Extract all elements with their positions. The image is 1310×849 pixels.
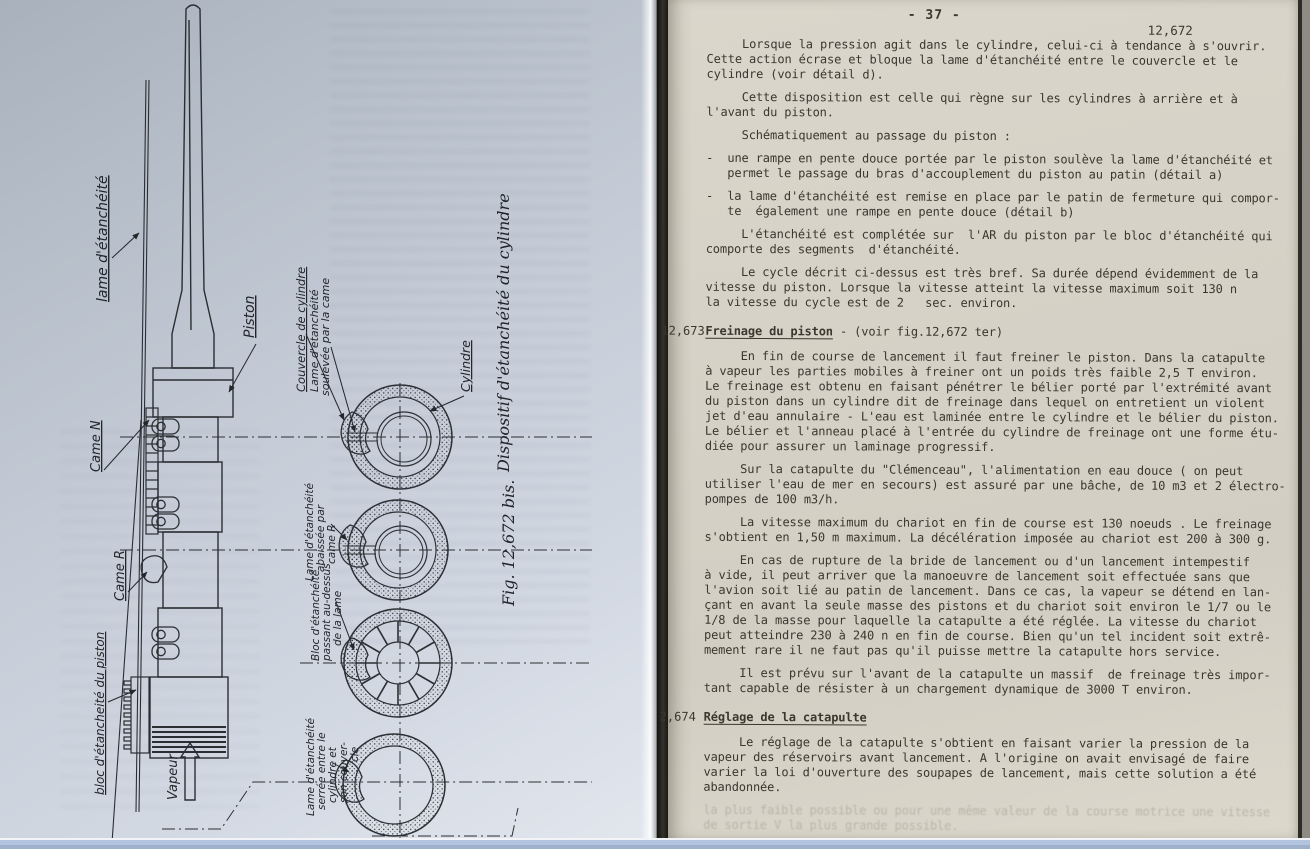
section-number: 12,673	[661, 323, 705, 338]
figure-label: de la lame	[332, 590, 344, 646]
text-line: 1/8 de la masse pour laquelle la catapulte a été réglée. La vitesse du chariot	[704, 612, 1257, 630]
figure-label: Lame d'étanchéité	[305, 718, 317, 816]
text-line: vitesse du piston. Lorsque la vitesse atteint la vitesse maximum soit 130 n	[705, 279, 1237, 297]
figure-label: Vapeur	[166, 754, 181, 800]
paragraph	[704, 553, 1289, 661]
text-line: diée pour assurer un laminage progressif.	[704, 438, 996, 455]
text-line: à vide, il peut arriver que la manoeuvre de lancement soit effectuée sans que	[704, 567, 1250, 585]
figure-caption: Fig. 12,672 bis.	[499, 479, 518, 606]
bleedthrough-texture	[60, 430, 260, 810]
text-line: Le cycle décrit ci-dessus est très bref. Sa durée dépend évidemment de la	[705, 264, 1259, 282]
text-line: l'avant du piston.	[706, 104, 834, 120]
figure-label: passant au-dessus	[321, 563, 333, 661]
section-heading-suffix: - (voir fig.12,672 ter)	[832, 324, 1003, 340]
figure-label: Bloc d'étanchéité	[310, 569, 322, 661]
text-line: Lorsque la pression agit dans le cylindre, celui-ci à tendance à s'ouvrir.	[706, 36, 1267, 54]
paragraph	[706, 128, 1291, 146]
text-line: s'obtient en 1,50 m maximum. La décélération imposée au chariot est 200 à 300 g.	[704, 529, 1272, 547]
text-line: Schématiquement au passage du piston :	[706, 127, 1011, 144]
paragraph	[706, 227, 1291, 260]
paragraph	[703, 735, 1288, 798]
paragraph	[706, 90, 1291, 123]
figure-label: serrée entre le	[316, 732, 328, 810]
text-line: çant en avant la seule masse des pistons et du chariot soit environ le 1/7 ou le	[704, 597, 1271, 615]
bleedthrough-texture	[330, 10, 590, 650]
paragraph	[704, 666, 1289, 699]
text-line: - une rampe en pente douce portée par le piston soulève la lame d'étanchéité et	[706, 150, 1273, 168]
text-line: abandonnée.	[703, 779, 782, 795]
text-line: En cas de rupture de la bride de lancement ou d'un lancement intempestif	[704, 552, 1250, 570]
text-line: jet d'eau annulaire - L'eau est laminée entre le cylindre et le bélier du piston.	[704, 408, 1279, 426]
text-line: Le freinage est obtenu en faisant pénétrer le bélier porté par l'extrémité avant	[705, 378, 1272, 396]
paragraph	[706, 37, 1291, 85]
text-line: Cette disposition est celle qui règne sur les cylindres à arrière et à	[706, 89, 1238, 107]
figure-label: Piston	[242, 295, 258, 338]
paragraph-ref-number: 12,672	[1147, 22, 1193, 38]
text-line: - la lame d'étanchéité est remise en place par le patin de fermeture qui compor-	[705, 188, 1280, 206]
piston-head	[153, 368, 233, 417]
right-page	[659, 0, 1298, 838]
section-title: Réglage de la catapulte	[703, 709, 867, 725]
section-title: Freinage du piston	[705, 323, 833, 339]
figure-label: Came N	[89, 420, 104, 472]
figure-label: soulevée par la came	[319, 277, 332, 396]
figure-caption: Dispositif d'étanchéité du cylindre	[494, 193, 513, 472]
text-line: de sortie V la plus grande possible.	[703, 817, 959, 833]
figure-label: abaissée par	[315, 504, 327, 572]
text-line: Il est prévu sur l'avant de la catapulte un massif de freinage très impor-	[703, 665, 1271, 683]
text-line: cylindre (voir détail d).	[706, 66, 884, 82]
left-page	[0, 0, 657, 838]
photo-bottom-strip	[0, 838, 1310, 849]
text-line: L'étanchéité est complétée sur l'AR du piston par le bloc d'étanchéité qui	[705, 226, 1273, 244]
page-number: - 37 -	[907, 7, 961, 23]
page-text	[659, 36, 1292, 844]
text-line: tant capable de résister à un chargement dynamique de 3000 T environ.	[703, 680, 1193, 697]
text-line: utiliser l'eau de mer en secours) est assuré par une bâche, de 10 m3 et 2 électro-	[704, 476, 1286, 494]
section-heading	[659, 709, 1289, 728]
text-line: pompes de 100 m3/h.	[704, 491, 840, 507]
text-line: La vitesse maximum du chariot en fin de course est 130 noeuds . Le freinage	[704, 514, 1272, 532]
figure-label: lame d'étanchéité	[95, 175, 111, 302]
figure-label: Lame d'étanchéité	[308, 289, 321, 392]
paragraph	[705, 349, 1290, 457]
figure-label: came R	[326, 524, 338, 564]
text-line: permet le passage du bras d'accouplement du piston au patin (détail a)	[706, 165, 1224, 183]
page-stack-edge	[1302, 0, 1310, 838]
section-number: 2,674	[659, 709, 696, 724]
figure-label: son couver-	[338, 742, 350, 803]
text-line: la plus faible possible ou pour une même valeur de la course motrice une vitesse	[703, 802, 1271, 820]
text-line: l'avion soit lié au patin de lancement. Dans ce cas, la vapeur se détend en lan-	[704, 582, 1272, 600]
bleedthrough-text	[703, 803, 1288, 836]
text-line: mement rare il ne faut pas qu'il puisse mettre la catapulte hors service.	[703, 642, 1222, 660]
figure-label: Cylindre	[458, 340, 473, 392]
text-line: Sur la catapulte du "Clémenceau", l'alimentation en eau douce ( on peut	[704, 461, 1244, 479]
figure-label: Came R	[113, 550, 128, 601]
text-line: Cette action écrase et bloque la lame d'étanchéité entre le couvercle et le	[706, 51, 1238, 69]
text-line: varier la loi d'ouverture des soupapes de lancement, mais cette solution a été	[703, 764, 1257, 782]
text-line: Le réglage de la catapulte s'obtient en faisant varier la pression de la	[703, 734, 1250, 752]
bullet-paragraph	[706, 189, 1291, 222]
figure-label: Lame d'étanchéité	[304, 483, 316, 581]
paragraph	[705, 265, 1290, 313]
figure-label: cylindre et	[327, 747, 339, 803]
text-line: peut atteindre 230 à 240 n en fin de course. Bien qu'un tel incident soit extrê-	[704, 627, 1271, 645]
text-line: du piston dans un cylindre dit de freinage dans lequel on entretient un violent	[705, 393, 1265, 411]
bullet-paragraph	[706, 151, 1291, 184]
figure-label: Couvercle de cylindre	[294, 266, 308, 392]
text-line: la vitesse du cycle est de 2 sec. environ.	[705, 294, 1018, 311]
text-line: te également une rampe en pente douce (détail b)	[705, 203, 1075, 220]
text-line: comporte des segments d'étanchéité.	[705, 241, 961, 257]
text-line: Le bélier et l'anneau placé à l'entrée du cylindre de freinage ont une forme étu-	[704, 423, 1279, 441]
paragraph	[704, 515, 1289, 548]
paragraph	[705, 462, 1290, 510]
text-line: vapeur des réservoirs avant lancement. A l'origine on avait envisagé de faire	[703, 749, 1250, 767]
text-line: En fin de course de lancement il faut freiner le piston. Dans la catapulte	[705, 348, 1265, 366]
section-heading	[661, 323, 1290, 342]
text-line: à vapeur les parties mobiles à freiner ont un poids très faible 2,5 T environ.	[705, 363, 1258, 381]
figure-label: cle	[349, 746, 361, 762]
figure-label: bloc d'étancheité du piston	[93, 631, 107, 795]
